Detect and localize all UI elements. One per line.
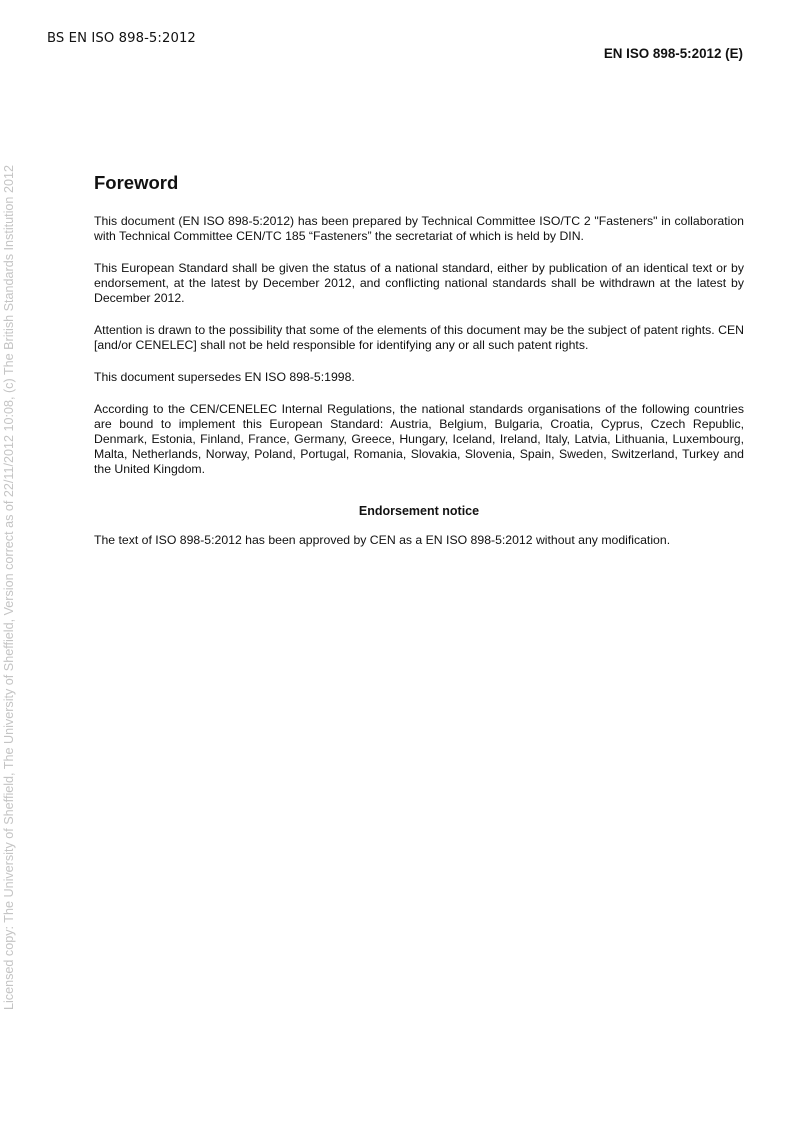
document-code-left: BS EN ISO 898-5:2012 <box>47 31 196 46</box>
foreword-paragraph-1: This document (EN ISO 898-5:2012) has been prepared by Technical Committee ISO/TC 2 "Fasteners" in collaboration with Technical Committee CEN/TC 185 “Fasteners” the secretariat of which is held by DIN. <box>94 214 744 244</box>
endorsement-heading: Endorsement notice <box>358 503 480 518</box>
license-watermark: Licensed copy: The University of Sheffield, The University of Sheffield, Version correct as of 22/11/2012 10:08, (c) The British Standards Institution 2012 <box>2 165 16 1010</box>
foreword-paragraph-2: This European Standard shall be given the status of a national standard, either by publication of an identical text or by endorsement, at the latest by December 2012, and conflicting national standards shall be withdrawn at the latest by December 2012. <box>94 260 744 306</box>
endorsement-text: The text of ISO 898-5:2012 has been approved by CEN as a EN ISO 898-5:2012 without any modification. <box>94 532 671 547</box>
page-content <box>94 172 744 564</box>
foreword-heading: Foreword <box>94 172 179 193</box>
foreword-paragraph-4: This document supersedes EN ISO 898-5:1998. <box>94 369 355 384</box>
foreword-paragraph-3: Attention is drawn to the possibility that some of the elements of this document may be the subject of patent rights. CEN [and/or CENELEC] shall not be held responsible for identifying any or all such patent rights. <box>94 323 744 353</box>
foreword-paragraph-5: According to the CEN/CENELEC Internal Regulations, the national standards organisations of the following countries are bound to implement this European Standard: Austria, Belgium, Bulgaria, Croatia, Cyprus, Czech Republic, Denmark, Estonia, Finland, France, Germany, Greece, Hungary, Iceland, Ireland, Italy, Latvia, Lithuania, Luxembourg, Malta, Netherlands, Norway, Poland, Portugal, Romania, Slovakia, Slovenia, Spain, Sweden, Switzerland, Turkey and the United Kingdom. <box>94 401 744 477</box>
document-code-right: EN ISO 898-5:2012 (E) <box>603 46 743 61</box>
